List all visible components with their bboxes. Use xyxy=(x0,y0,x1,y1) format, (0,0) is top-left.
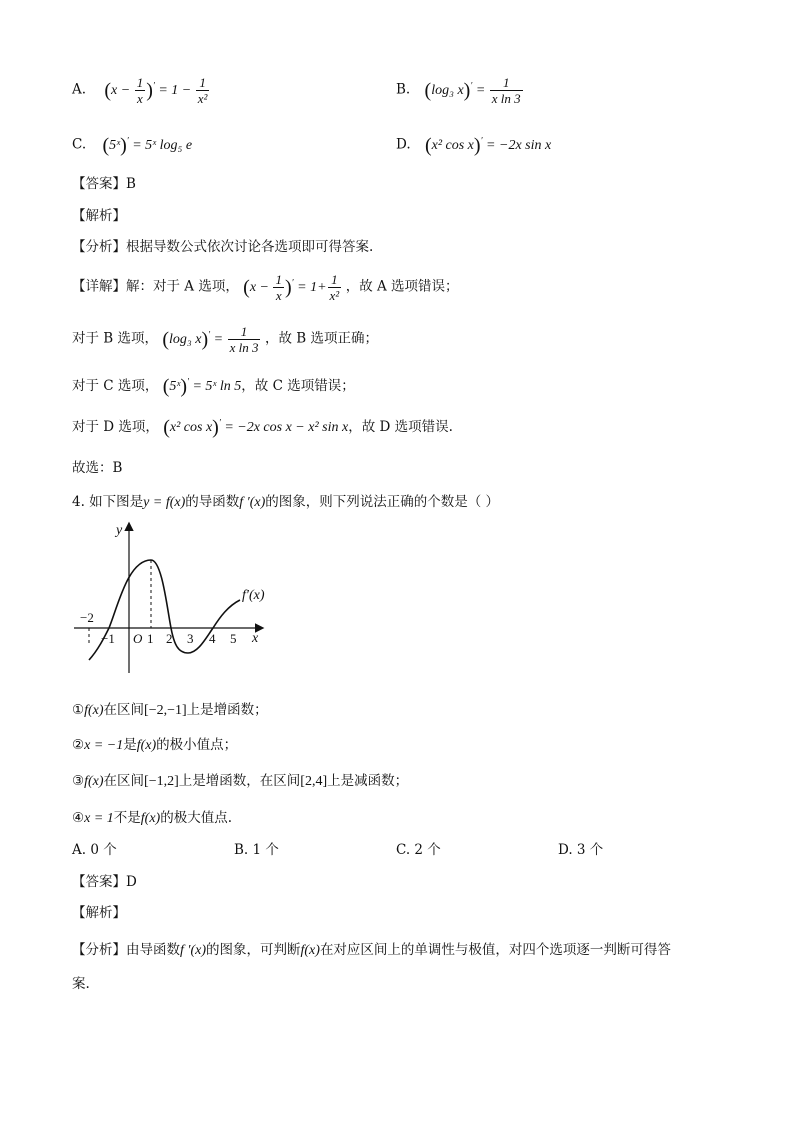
option-c-label: C. xyxy=(72,136,87,153)
tick-label-4: 4 xyxy=(209,631,216,646)
option-a: A. (x − $\frac{1}{x}$ )′ = 1 − $\frac{1}{\text{x²}}$ xyxy=(72,75,208,106)
q3-analysis-tag: 【解析】 xyxy=(72,208,126,224)
origin-label: O xyxy=(133,631,143,646)
q4-answer: 【答案】D xyxy=(72,874,137,890)
curve-label: f′(x) xyxy=(242,588,265,603)
tick-label-neg2: −2 xyxy=(80,610,94,625)
tick-label-2: 2 xyxy=(166,631,173,646)
q3-detail-d: 对于 D 选项， (x² cos x)′ = −2x cos x − x² sin x，故 D 选项错误. xyxy=(72,416,453,439)
answer-value: B xyxy=(126,176,136,192)
option-d: D. (x² cos x)′ = −2x sin x xyxy=(396,134,552,156)
q4-analysis-tag: 【解析】 xyxy=(72,905,126,921)
option-d-label: D. xyxy=(396,136,411,153)
q4-option-c: C. 2 个 xyxy=(396,842,441,858)
x-axis-label: x xyxy=(252,631,259,646)
q3-conclusion: 故选：B xyxy=(72,460,123,476)
option-b: B. (log₃ x)′ = $\frac{1}{\text{x ln 3}}$ xyxy=(396,75,521,106)
statement-2: ②x = −1是f(x)的极小值点； xyxy=(72,737,238,753)
q4-stem: 4. 如下图是y = f(x)的导函数f ′(x)的图象，则下列说法正确的个数是（ ） xyxy=(72,494,500,510)
option-b-label: B. xyxy=(396,81,411,98)
q4-fenxi-line1: 【分析】由导函数f ′(x)的图象，可判断f(x)在对应区间上的单调性与极值，对四个选项逐一判断可得答 xyxy=(72,942,671,958)
q3-detail-c: 对于 C 选项， (5ˣ)′ = 5ˣ ln 5，故 C 选项错误； xyxy=(72,375,355,398)
q3-answer xyxy=(72,172,136,192)
derivative-graph xyxy=(70,518,280,678)
q4-option-d: D. 3 个 xyxy=(558,842,604,858)
tick-label-neg1: −1 xyxy=(101,631,115,646)
q3-fenxi: 【分析】根据导数公式依次讨论各选项即可得答案. xyxy=(72,239,374,255)
statement-4: ④x = 1不是f(x)的极大值点. xyxy=(72,810,233,826)
option-c: C. (5ˣ)′ = 5ˣ log₅ e xyxy=(72,134,193,156)
q3-detail-b: 对于 B 选项， (log₃ x)′ = $\frac{1}{\text{x ln 3}}$ ，故 B 选项正确； xyxy=(72,324,378,355)
q3-detail-a: 【详解】解：对于 A 选项， (x − $\frac{1}{x}$ )′ = 1+ $\frac{1}{\text{x²}}$ ，故 A 选项错误； xyxy=(72,272,459,303)
q4-option-a: A. 0 个 xyxy=(72,842,117,858)
statement-3: ③f(x)在区间[−1,2]上是增函数，在区间[2,4]上是减函数； xyxy=(72,773,409,789)
y-axis-label: y xyxy=(116,523,123,538)
answer-tag: 【答案】 xyxy=(72,176,126,192)
tick-label-5: 5 xyxy=(230,631,237,646)
option-a-label: A. xyxy=(72,81,87,98)
q4-option-b: B. 1 个 xyxy=(234,842,279,858)
tick-label-3: 3 xyxy=(187,631,194,646)
statement-1: ①f(x)在区间[−2,−1]上是增函数； xyxy=(72,702,268,718)
q4-fenxi-line2: 案. xyxy=(72,976,90,992)
tick-label-1: 1 xyxy=(147,631,154,646)
